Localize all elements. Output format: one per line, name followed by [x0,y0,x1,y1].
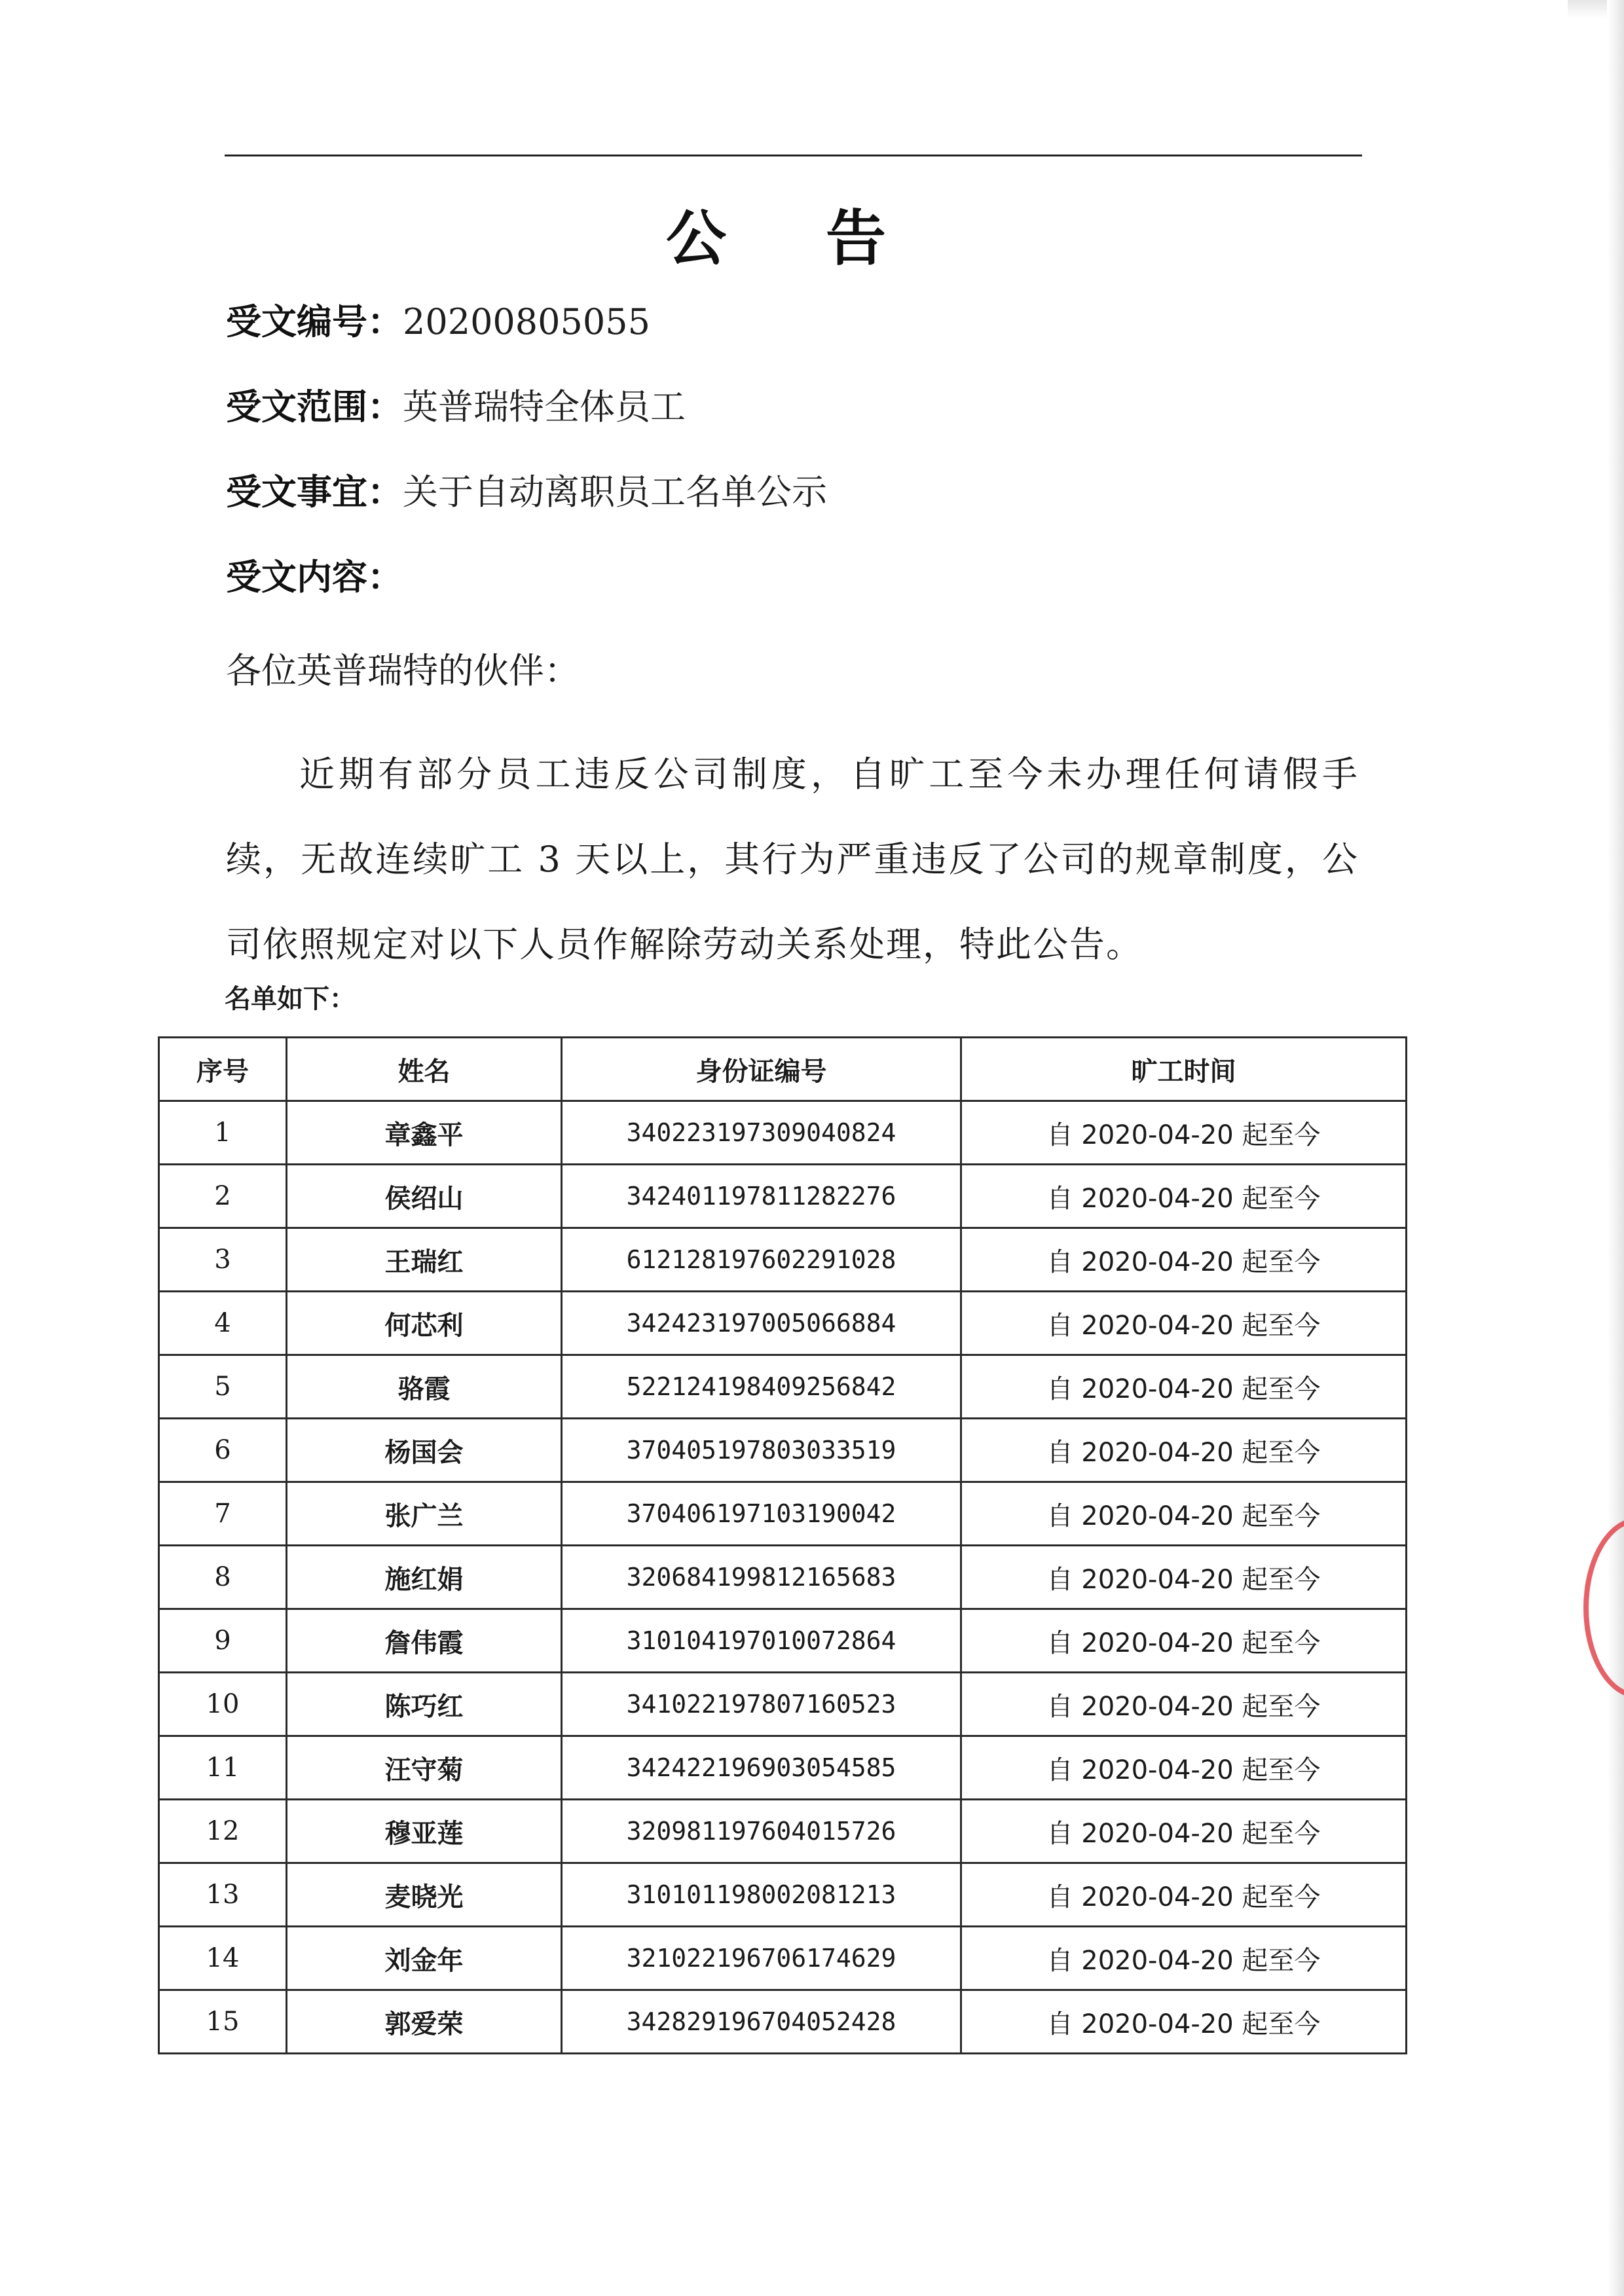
cell-index: 8 [159,1546,287,1609]
cell-absence-time: 自 2020-04-20 起至今 [961,1546,1407,1609]
cell-absence-time: 自 2020-04-20 起至今 [961,1228,1407,1292]
cell-absence-time: 自 2020-04-20 起至今 [961,1609,1407,1673]
cell-index: 14 [159,1927,287,1990]
cell-id-number: 370406197103190042 [562,1482,961,1546]
table-row [159,1228,1407,1292]
cell-index: 4 [159,1292,287,1355]
cell-name: 施红娟 [287,1546,562,1609]
table-row [159,1673,1407,1736]
cell-index: 13 [159,1863,287,1927]
cell-name: 张广兰 [287,1482,562,1546]
field-label: 受文编号： [226,301,403,342]
cell-id-number: 612128197602291028 [562,1228,961,1292]
cell-absence-time: 自 2020-04-20 起至今 [961,1673,1407,1736]
cell-index: 10 [159,1673,287,1736]
list-label: 名单如下： [225,984,356,1014]
cell-id-number: 310104197010072864 [562,1609,961,1673]
cell-id-number: 320981197604015726 [562,1800,961,1863]
cell-id-number: 342401197811282276 [562,1165,961,1228]
table-row [159,1990,1407,2054]
field-label: 受文范围： [226,386,403,428]
cell-id-number: 342423197005066884 [562,1292,961,1355]
cell-id-number: 310101198002081213 [562,1863,961,1927]
cell-index: 2 [159,1165,287,1228]
cell-name: 穆亚莲 [287,1800,562,1863]
field-value: 英普瑞特全体员工 [403,386,686,428]
cell-index: 11 [159,1736,287,1800]
cell-index: 15 [159,1990,287,2054]
cell-id-number: 320684199812165683 [562,1546,961,1609]
table-row [159,1292,1407,1355]
cell-id-number: 522124198409256842 [562,1355,961,1419]
cell-id-number: 340223197309040824 [562,1101,961,1165]
header-index: 序号 [159,1038,287,1101]
table-row [159,1482,1407,1546]
cell-id-number: 342422196903054585 [562,1736,961,1800]
cell-name: 侯绍山 [287,1165,562,1228]
field-subject [226,466,827,519]
cell-index: 5 [159,1355,287,1419]
cell-absence-time: 自 2020-04-20 起至今 [961,1355,1407,1419]
employee-table [158,1036,1407,2054]
cell-absence-time: 自 2020-04-20 起至今 [961,1165,1407,1228]
header-id-number: 身份证编号 [562,1038,961,1101]
table-row [159,1355,1407,1419]
field-document-number [226,296,650,348]
cell-name: 刘金年 [287,1927,562,1990]
cell-absence-time: 自 2020-04-20 起至今 [961,1482,1407,1546]
cell-absence-time: 自 2020-04-20 起至今 [961,1736,1407,1800]
cell-absence-time: 自 2020-04-20 起至今 [961,1800,1407,1863]
cell-index: 7 [159,1482,287,1546]
table-row [159,1863,1407,1927]
salutation: 各位英普瑞特的伙伴： [226,650,580,691]
field-value: 20200805055 [403,301,650,342]
field-label: 受文内容： [226,556,403,598]
cell-id-number: 342829196704052428 [562,1990,961,2054]
cell-name: 何芯利 [287,1292,562,1355]
scan-shadow-top [1568,0,1607,18]
cell-name: 章鑫平 [287,1101,562,1165]
cell-index: 1 [159,1101,287,1165]
cell-index: 3 [159,1228,287,1292]
cell-index: 9 [159,1609,287,1673]
cell-name: 郭爱荣 [287,1990,562,2054]
field-recipient-scope [226,381,686,433]
field-content [226,551,403,604]
table-header-row [159,1038,1407,1101]
header-rule [225,155,1362,156]
cell-absence-time: 自 2020-04-20 起至今 [961,1927,1407,1990]
cell-id-number: 370405197803033519 [562,1419,961,1482]
cell-name: 杨国会 [287,1419,562,1482]
cell-name: 汪守菊 [287,1736,562,1800]
cell-absence-time: 自 2020-04-20 起至今 [961,1863,1407,1927]
table-row [159,1736,1407,1800]
table-row [159,1927,1407,1990]
cell-name: 詹伟霞 [287,1609,562,1673]
cell-name: 王瑞红 [287,1228,562,1292]
table-row [159,1546,1407,1609]
cell-name: 陈巧红 [287,1673,562,1736]
cell-absence-time: 自 2020-04-20 起至今 [961,1990,1407,2054]
cell-id-number: 341022197807160523 [562,1673,961,1736]
cell-name: 麦晓光 [287,1863,562,1927]
cell-absence-time: 自 2020-04-20 起至今 [961,1101,1407,1165]
page-title: 公 告 [665,204,926,274]
table-row [159,1800,1407,1863]
cell-index: 6 [159,1419,287,1482]
table-row [159,1609,1407,1673]
header-name: 姓名 [287,1038,562,1101]
red-seal-fragment [1583,1518,1624,1698]
cell-absence-time: 自 2020-04-20 起至今 [961,1292,1407,1355]
cell-index: 12 [159,1800,287,1863]
cell-id-number: 321022196706174629 [562,1927,961,1990]
cell-name: 骆霞 [287,1355,562,1419]
notice-body: 近期有部分员工违反公司制度，自旷工至今未办理任何请假手续，无故连续旷工 3 天以上，其行为严重违反了公司的规章制度，公司依照规定对以下人员作解除劳动关系处理，特此公告。 [226,754,1359,965]
field-value: 关于自动离职员工名单公示 [403,471,827,513]
table-row [159,1101,1407,1165]
scan-shadow-right [1607,0,1624,2296]
field-label: 受文事宜： [226,471,403,513]
header-absence-time: 旷工时间 [961,1038,1407,1101]
cell-absence-time: 自 2020-04-20 起至今 [961,1419,1407,1482]
table-row [159,1419,1407,1482]
table-row [159,1165,1407,1228]
